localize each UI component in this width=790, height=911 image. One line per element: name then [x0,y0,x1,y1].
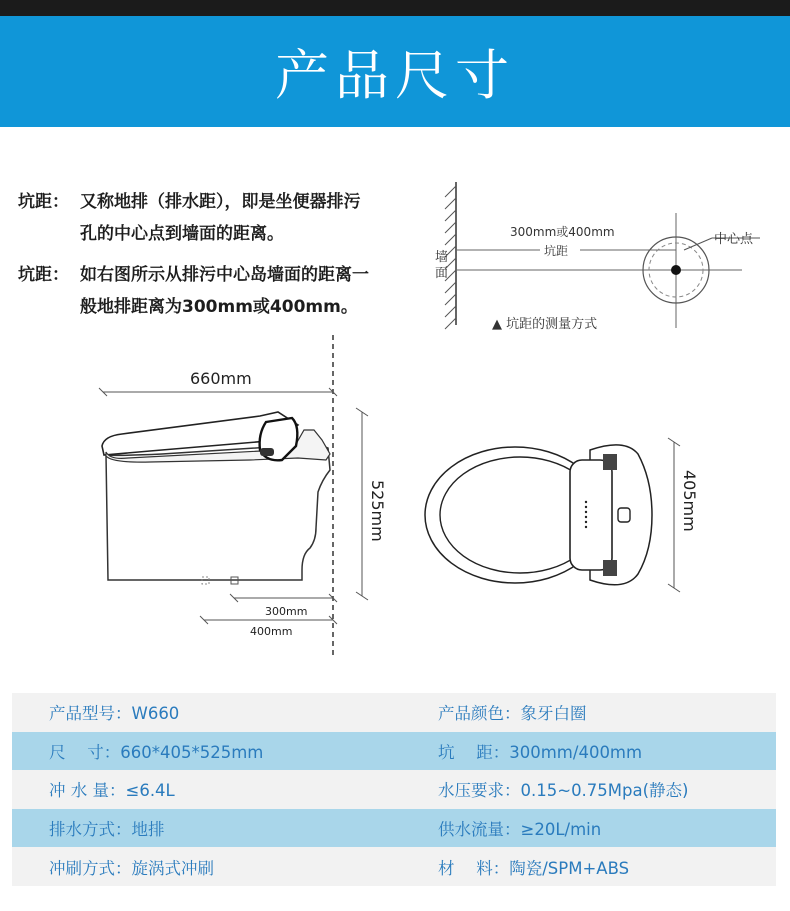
spec-row [12,732,776,771]
pit-measure-diagram [430,178,780,340]
spec-color: 产品颜色：象牙白圈 [438,704,587,724]
spec-material: 材 料：陶瓷/SPM+ABS [438,858,630,878]
spec-water-pressure: 水压要求：0.15~0.75Mpa(静态) [438,781,689,801]
pit-300-label: 300mm [265,605,308,618]
pit-label: 坑距 [544,244,569,258]
pit-definition-line-1: 又称地排（排水距），即是坐便器排污 [80,192,361,212]
pit-distance-line-1: 如右图所示从排污中心岛墙面的距离一 [80,265,369,285]
height-label: 525mm [368,480,387,542]
spec-flush-method: 冲刷方式：旋涡式冲刷 [49,858,214,878]
pit-definition-paragraph [18,186,438,250]
side-view-diagram [90,330,400,665]
toilet-body [106,445,330,580]
wall-label-2: 面 [435,266,449,281]
seat-hinge-block [570,460,612,570]
top-dark-strip [0,0,790,16]
pit-distance-label: 300mm或400mm [510,225,615,239]
spec-drain-type: 排水方式：地排 [49,820,165,840]
spec-row [12,693,776,732]
spec-size: 尺 寸：660*405*525mm [49,742,264,762]
spec-row [12,770,776,809]
spec-pit-distance: 坑 距：300mm/400mm [438,742,643,762]
pit-distance-line-2: 般地排距离为300mm或400mm。 [80,297,358,317]
center-point-label: 中心点 [714,232,754,247]
wall-label-1: 墙 [435,250,449,265]
hinge-bottom [603,560,617,576]
drain-center-dot [671,265,681,275]
pit-diagram-caption: ▲ 坑距的测量方式 [492,317,598,332]
spec-model: 产品型号：W660 [49,704,180,724]
pit-distance-key: 坑距： [18,265,69,285]
spec-row [12,809,776,848]
pit-400-label: 400mm [250,625,293,638]
spec-table [12,693,776,886]
length-label: 660mm [190,369,252,388]
control-panel-icon [260,448,274,456]
pit-definition-line-2: 孔的中心点到墙面的距离。 [80,224,284,244]
hinge-top [603,454,617,470]
title-banner [0,16,790,127]
width-label: 405mm [680,470,699,532]
spec-row [12,847,776,886]
top-view-diagram [420,430,710,600]
pit-distance-paragraph [18,259,438,323]
spec-flush-volume: 冲 水 量：≤6.4L [49,781,175,801]
page-title: 产品尺寸 [275,44,515,107]
pit-definition-key: 坑距： [18,192,69,212]
spec-supply-flow: 供水流量：≥20L/min [438,820,602,840]
